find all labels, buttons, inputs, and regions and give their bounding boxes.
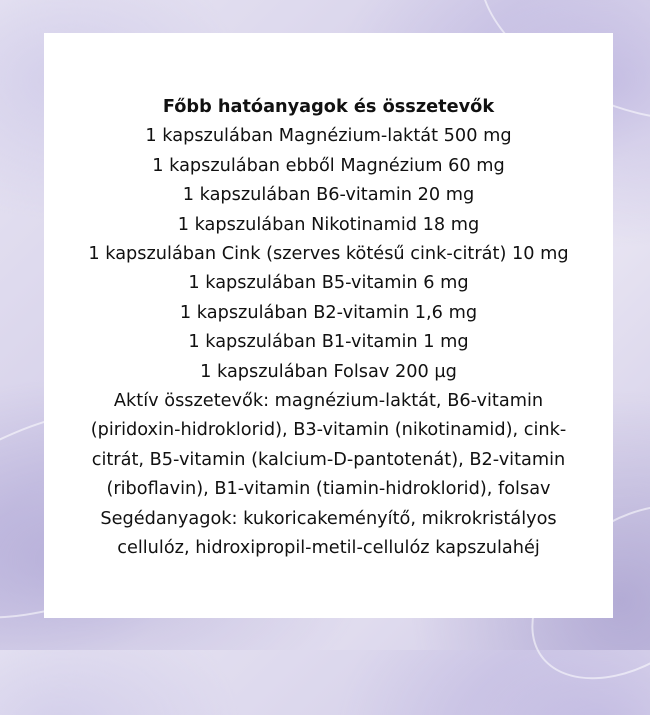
- ingredients-title: Főbb hatóanyagok és összetevők: [162, 97, 495, 117]
- ingredients-text: [44, 93, 613, 564]
- excipients-line: Segédanyagok: kukoricakeményítő, mikrokristályos: [100, 508, 557, 529]
- active-ingredients-line: citrát, B5-vitamin (kalcium-D-pantotenát), B2-vitamin: [91, 449, 566, 470]
- ingredient-line: 1 kapszulában B2-vitamin 1,6 mg: [179, 302, 478, 323]
- ingredient-line: 1 kapszulában Magnézium-laktát 500 mg: [145, 126, 512, 147]
- ingredient-line: 1 kapszulában Cink (szerves kötésű cink-citrát) 10 mg: [88, 244, 569, 265]
- ingredient-line: 1 kapszulában ebből Magnézium 60 mg: [152, 155, 505, 176]
- ingredient-line: 1 kapszulában B1-vitamin 1 mg: [188, 332, 469, 353]
- ingredient-line: 1 kapszulában Folsav 200 µg: [200, 361, 457, 382]
- ingredients-card: [44, 33, 613, 618]
- excipients-line: cellulóz, hidroxipropil-metil-cellulóz kapszulahéj: [117, 538, 540, 559]
- active-ingredients-line: (piridoxin-hidroklorid), B3-vitamin (nikotinamid), cink-: [90, 420, 567, 441]
- active-ingredients-line: Aktív összetevők: magnézium-laktát, B6-vitamin: [113, 391, 544, 412]
- ingredient-line: 1 kapszulában Nikotinamid 18 mg: [177, 214, 480, 235]
- ingredient-line: 1 kapszulában B6-vitamin 20 mg: [182, 185, 475, 206]
- ingredient-line: 1 kapszulában B5-vitamin 6 mg: [188, 273, 469, 294]
- active-ingredients-line: (riboflavin), B1-vitamin (tiamin-hidroklorid), folsav: [106, 479, 551, 500]
